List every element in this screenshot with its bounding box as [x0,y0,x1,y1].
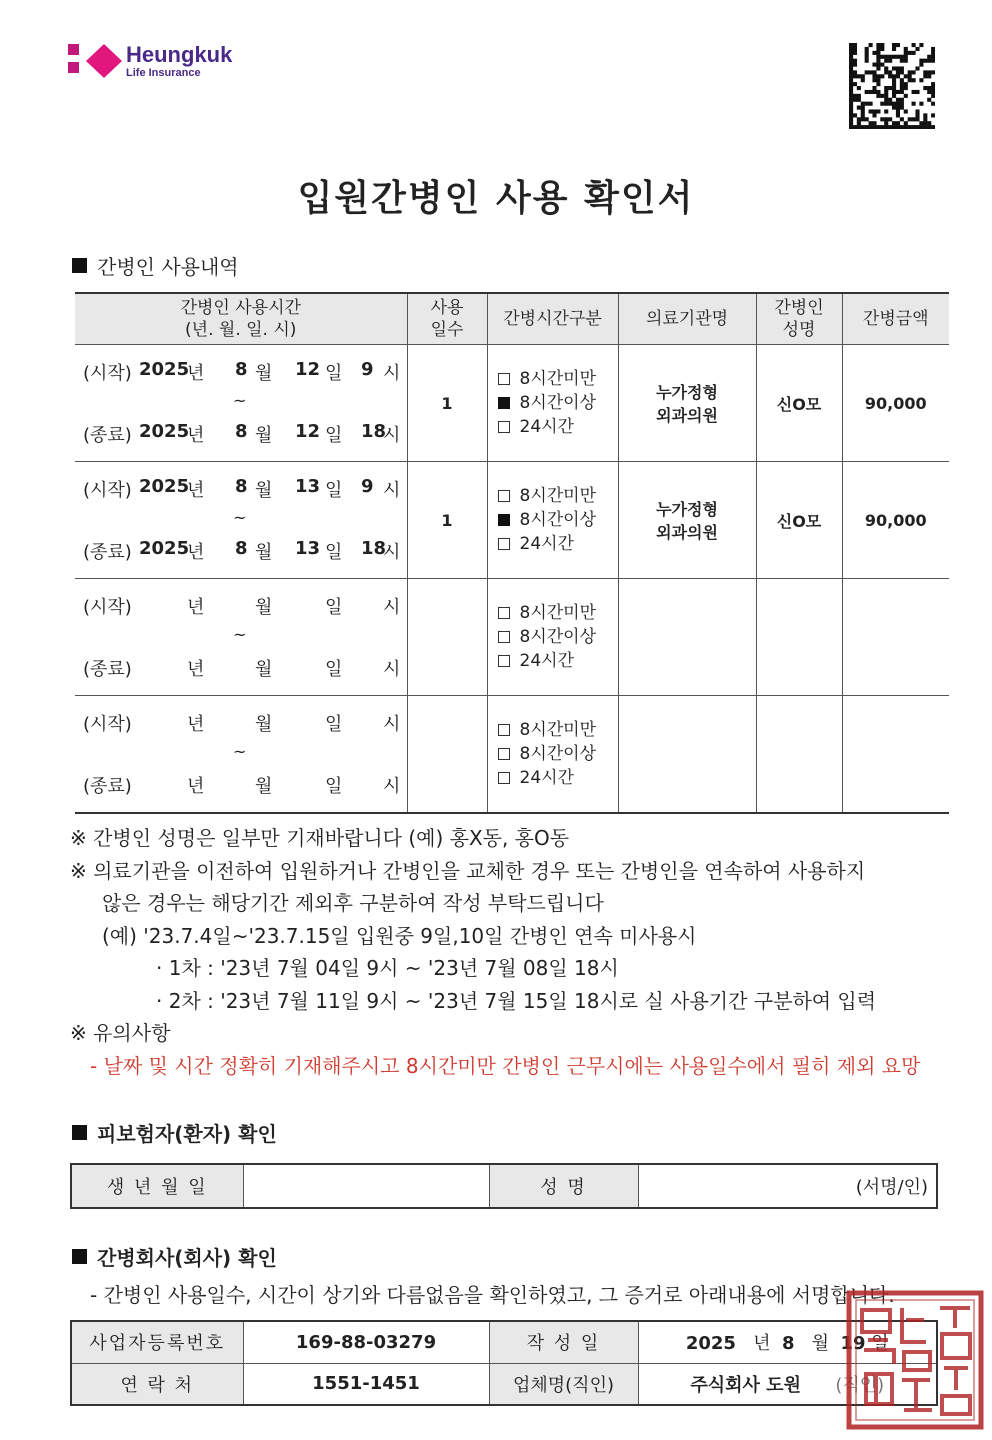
hour-unit: 시 [383,659,401,680]
square-bullet-icon [72,1249,87,1264]
category-cell [487,345,618,462]
company-name: 주식회사 도원 [690,1374,801,1396]
days-cell[interactable] [407,579,487,696]
option-label: 8시간이상 [519,393,597,413]
amount-cell[interactable]: 90,000 [842,462,949,579]
option-24h[interactable] [498,415,618,439]
note-example: (예) '23.7.4일~'23.7.15일 입원중 9일,10일 간병인 연속 미사용시 [102,923,697,948]
month-unit: 월 [255,425,273,446]
qr-code-icon [849,43,935,129]
section-usage-title: 간병인 사용내역 [97,255,239,279]
days-cell[interactable] [407,696,487,814]
date-year: 2025 [685,1333,736,1355]
checkbox-icon[interactable] [498,490,510,502]
checkbox-icon[interactable] [498,373,510,385]
option-label: 8시간미만 [519,720,597,740]
end-label: (종료) [83,425,132,446]
month-unit: 월 [255,714,273,735]
option-label: 24시간 [519,651,574,671]
start-day: 12 [295,359,321,380]
header-days-line2: 일수 [430,320,464,340]
header-caregiver-line2: 성명 [782,320,816,340]
note-example-1: · 1차 : '23년 7월 04일 9시 ~ '23년 7월 08일 18시 [156,956,619,980]
hospital-cell[interactable] [618,696,756,814]
month-unit: 월 [255,776,273,797]
usage-table [75,292,949,814]
option-under-8h[interactable] [498,601,618,625]
hour-unit: 시 [383,542,401,563]
end-time [83,655,399,679]
year-unit: 년 [187,425,205,446]
table-row [71,1321,937,1363]
start-time [83,476,399,500]
option-label: 24시간 [519,417,574,437]
start-hour: 9 [361,476,374,497]
time-cell[interactable] [75,579,407,696]
month-unit: 월 [811,1333,830,1355]
category-cell [487,696,618,814]
start-hour: 9 [361,359,374,380]
start-day: 13 [295,476,321,497]
category-cell [487,579,618,696]
year-unit: 년 [187,659,205,680]
checkbox-icon[interactable] [498,655,510,667]
end-label: (종료) [83,542,132,563]
day-unit: 일 [325,776,343,797]
year-unit: 년 [187,597,205,618]
start-time [83,359,399,383]
hospital-line2: 외과의원 [656,406,718,425]
section-insured-heading [72,1118,277,1147]
tilde: ~ [233,742,247,761]
time-cell[interactable] [75,696,407,814]
hospital-line1: 누가정형 [656,383,718,402]
amount-cell[interactable]: 90,000 [842,345,949,462]
name-field[interactable] [638,1164,937,1208]
table-row [75,345,949,462]
option-label: 8시간미만 [519,486,597,506]
caregiver-cell[interactable]: 신O모 [756,462,842,579]
year-unit: 년 [187,363,205,384]
option-24h[interactable] [498,532,618,556]
company-confirm-note: - 간병인 사용일수, 시간이 상기와 다름없음을 확인하였고, 그 증거로 아래내용에 서명합니다. [90,1283,895,1307]
table-row [75,696,949,814]
header-caregiver [756,293,842,345]
end-hour: 18 [361,421,387,442]
option-under-8h[interactable] [498,718,618,742]
start-time [83,710,399,734]
sign-mark: (서명/인) [855,1177,928,1198]
amount-cell[interactable] [842,579,949,696]
option-label: 8시간미만 [519,603,597,623]
end-label: (종료) [83,659,132,680]
note-example-2: · 2차 : '23년 7월 11일 9시 ~ '23년 7월 15일 18시로 실 사용기간 구분하여 입력 [156,988,877,1013]
start-year: 2025 [139,359,190,380]
option-over-8h[interactable] [498,508,618,532]
day-unit: 일 [325,425,343,446]
option-label: 8시간미만 [519,369,597,389]
end-year: 2025 [139,421,190,442]
header-amount: 간병금액 [842,293,949,345]
year-unit: 년 [753,1333,771,1355]
start-label: (시작) [83,480,132,501]
month-unit: 월 [255,363,273,384]
option-label: 24시간 [519,768,574,788]
header-time-line1: 간병인 사용시간 [180,298,301,318]
company-seal-icon [846,1290,984,1430]
day-unit: 일 [325,480,343,501]
table-row [75,462,949,579]
caregiver-cell[interactable] [756,579,842,696]
checkbox-icon[interactable] [498,724,510,736]
header-caregiver-line1: 간병인 [774,298,824,318]
section-company-title: 간병회사(회사) 확인 [97,1246,277,1270]
tilde: ~ [233,391,247,410]
category-cell [487,462,618,579]
section-usage-heading [72,251,239,280]
day-unit: 일 [871,1333,889,1355]
day-unit: 일 [325,542,343,563]
checkbox-icon[interactable] [498,748,510,760]
option-under-8h[interactable] [498,484,618,508]
checkbox-icon[interactable] [498,421,510,433]
month-unit: 월 [255,542,273,563]
day-unit: 일 [325,714,343,735]
day-unit: 일 [325,659,343,680]
option-label: 8시간이상 [519,744,597,764]
logo-subtitle: Life Insurance [126,67,201,79]
end-time [83,421,399,445]
header-days-line1: 사용 [430,298,464,318]
hour-unit: 시 [383,363,401,384]
option-over-8h[interactable] [498,742,618,766]
hour-unit: 시 [383,714,401,735]
month-unit: 월 [255,597,273,618]
tilde: ~ [233,625,247,644]
date-day: 19 [840,1333,866,1355]
birth-field[interactable] [243,1164,489,1208]
start-month: 8 [235,359,248,380]
hospital-cell[interactable] [618,345,756,462]
start-time [83,593,399,617]
hour-unit: 시 [383,480,401,501]
reg-number-value[interactable]: 169-88-03279 [243,1321,489,1363]
contact-value[interactable]: 1551-1451 [243,1363,489,1405]
section-insured-title: 피보험자(환자) 확인 [97,1122,277,1146]
option-label: 24시간 [519,534,574,554]
end-label: (종료) [83,776,132,797]
notes [70,822,950,1082]
section-company-heading [72,1242,277,1271]
square-bullet-icon [72,1125,87,1140]
option-24h[interactable] [498,649,618,673]
hospital-cell[interactable] [618,462,756,579]
square-bullet-icon [72,258,87,273]
name-label: 성 명 [489,1164,638,1208]
reg-number-label: 사업자등록번호 [71,1321,243,1363]
option-24h[interactable] [498,766,618,790]
option-under-8h[interactable] [498,367,618,391]
end-time [83,538,399,562]
start-year: 2025 [139,476,190,497]
hour-unit: 시 [383,425,401,446]
year-unit: 년 [187,776,205,797]
days-cell[interactable]: 1 [407,345,487,462]
option-label: 8시간이상 [519,510,597,530]
end-year: 2025 [139,538,190,559]
end-month: 8 [235,421,248,442]
caregiver-cell[interactable] [756,696,842,814]
hour-unit: 시 [383,597,401,618]
note-split-rule-cont: 않은 경우는 해당기간 제외후 구분하여 작성 부탁드립니다 [102,891,604,915]
day-unit: 일 [325,363,343,384]
start-month: 8 [235,476,248,497]
header-time-line2: (년. 월. 일. 시) [185,320,297,340]
checkbox-icon[interactable] [498,514,510,526]
month-unit: 월 [255,480,273,501]
checkbox-icon[interactable] [498,397,510,409]
date-label: 작 성 일 [489,1321,638,1363]
note-name-hint: ※ 간병인 성명은 일부만 기재바랍니다 (예) 홍X동, 홍O동 [70,826,570,850]
end-hour: 18 [361,538,387,559]
option-label: 8시간이상 [519,627,597,647]
table-row [71,1164,937,1208]
checkbox-icon[interactable] [498,607,510,619]
hour-unit: 시 [383,776,401,797]
day-unit: 일 [325,597,343,618]
days-cell[interactable]: 1 [407,462,487,579]
company-name-label: 업체명(직인) [489,1363,638,1405]
month-unit: 월 [255,659,273,680]
contact-label: 연 락 처 [71,1363,243,1405]
header-category: 간병시간구분 [487,293,618,345]
checkbox-icon[interactable] [498,772,510,784]
table-header-row [75,293,949,345]
company-table [70,1320,938,1406]
year-unit: 년 [187,714,205,735]
hospital-line1: 누가정형 [656,500,718,519]
logo-name: Heungkuk [126,42,233,67]
note-caution: - 날짜 및 시간 정확히 기재해주시고 8시간미만 간병인 근무시에는 사용일수에서 필히 제외 요망 [90,1053,921,1078]
end-day: 12 [295,421,321,442]
header-days [407,293,487,345]
header-time [75,293,407,345]
option-over-8h[interactable] [498,391,618,415]
header-hospital: 의료기관명 [618,293,756,345]
end-time [83,772,399,796]
time-cell[interactable] [75,462,407,579]
year-unit: 년 [187,480,205,501]
year-unit: 년 [187,542,205,563]
end-month: 8 [235,538,248,559]
checkbox-icon[interactable] [498,631,510,643]
seal-mark: (직인) [835,1374,885,1396]
end-day: 13 [295,538,321,559]
note-split-rule: ※ 의료기관을 이전하여 입원하거나 간병인을 교체한 경우 또는 간병인을 연속하여 사용하지 [70,858,866,883]
start-label: (시작) [83,363,132,384]
start-label: (시작) [83,597,132,618]
table-row [75,579,949,696]
note-caution-title: ※ 유의사항 [70,1021,171,1045]
option-over-8h[interactable] [498,625,618,649]
hospital-line2: 외과의원 [656,523,718,542]
hospital-cell[interactable] [618,579,756,696]
insured-table [70,1163,938,1209]
checkbox-icon[interactable] [498,538,510,550]
date-month: 8 [781,1333,795,1355]
caregiver-cell[interactable]: 신O모 [756,345,842,462]
amount-cell[interactable] [842,696,949,814]
tilde: ~ [233,508,247,527]
time-cell[interactable] [75,345,407,462]
table-row [71,1363,937,1405]
start-label: (시작) [83,714,132,735]
birth-label: 생 년 월 일 [71,1164,243,1208]
logo-mark-icon [68,42,124,82]
page-title: 입원간병인 사용 확인서 [297,178,695,219]
